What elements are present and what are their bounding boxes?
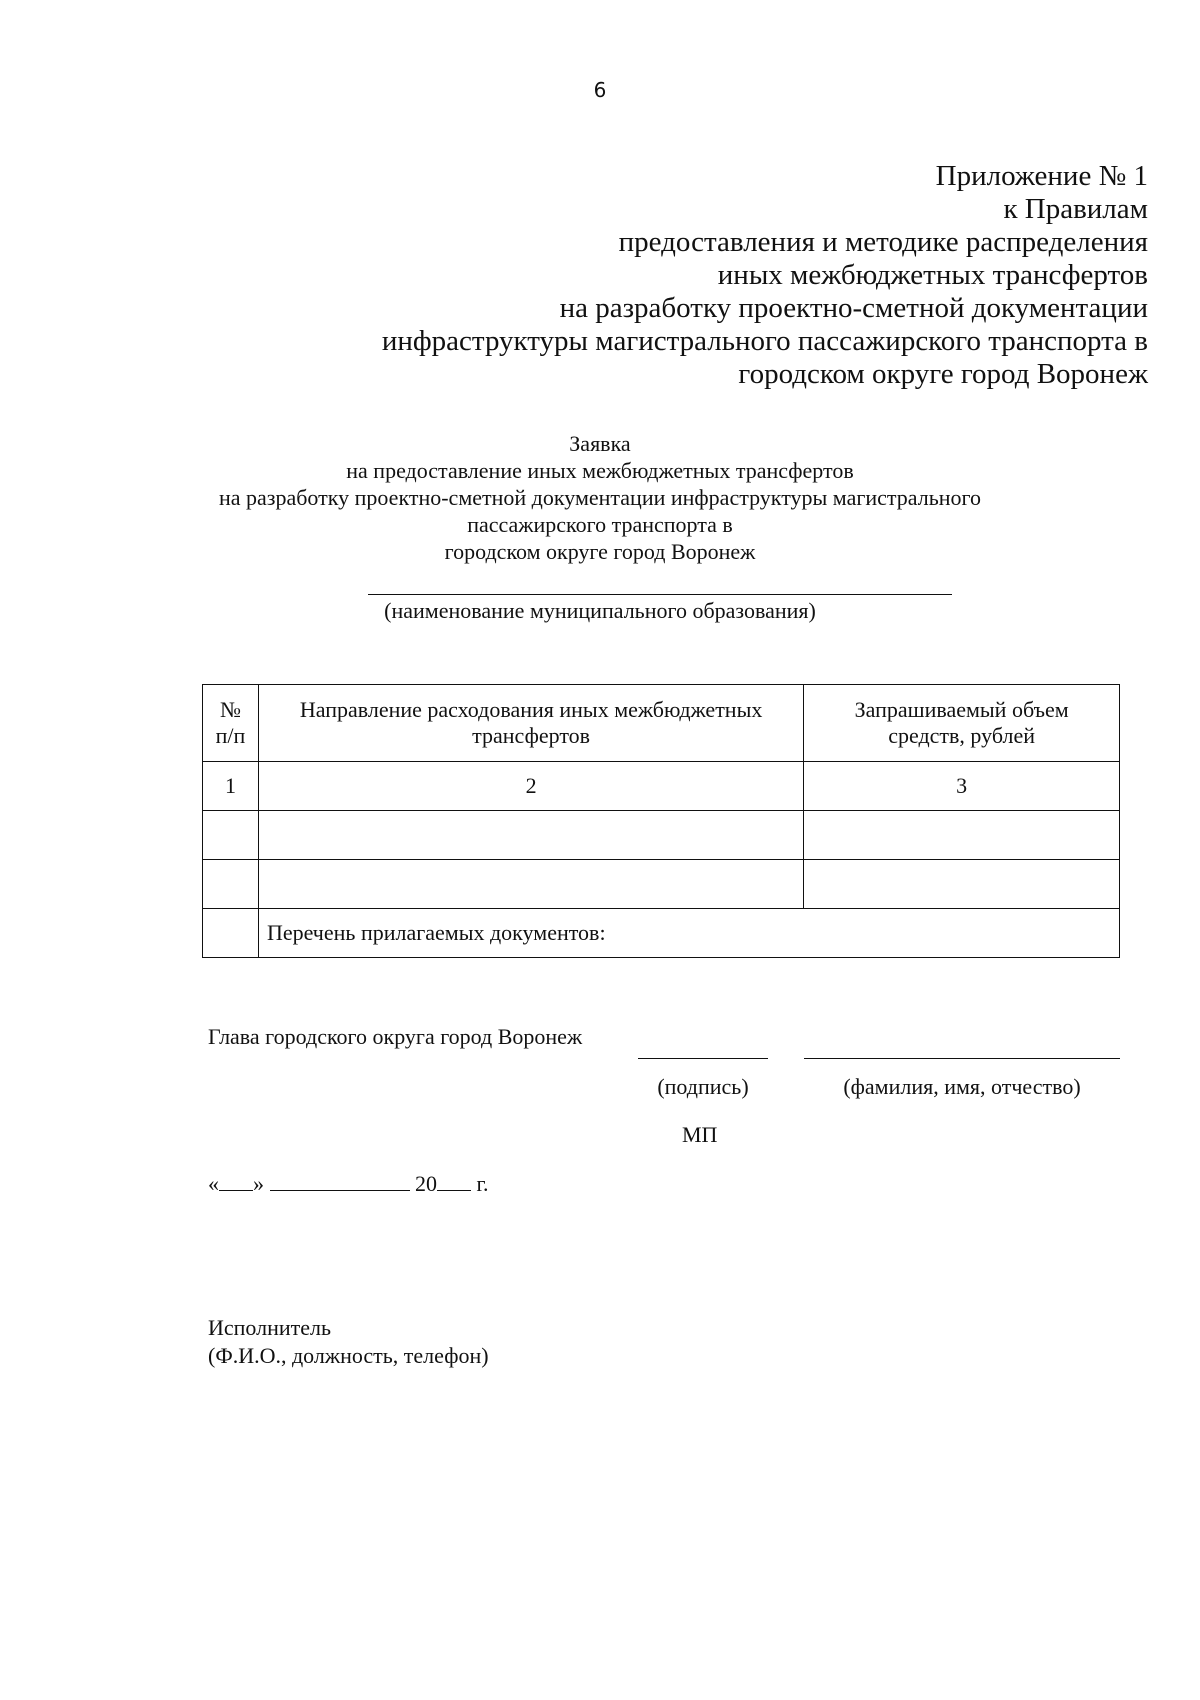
table-cell[interactable]: [804, 811, 1120, 860]
appendix-line: городском округе город Воронеж: [738, 358, 1148, 390]
appendix-line: на разработку проектно-сметной документации: [559, 292, 1148, 324]
page-number: 6: [593, 78, 607, 102]
header-direction-line: трансфертов: [472, 723, 591, 748]
request-title: Заявка: [569, 431, 631, 456]
column-number: 3: [804, 762, 1120, 811]
column-number: 2: [258, 762, 803, 811]
stamp-place: МП: [682, 1122, 718, 1147]
request-line: на предоставление иных межбюджетных трансфертов: [346, 458, 854, 483]
executor-label: Исполнитель: [208, 1315, 332, 1340]
table-cell[interactable]: [258, 811, 803, 860]
header-num: [203, 685, 259, 762]
header-num-line: п/п: [215, 723, 246, 748]
table-cell[interactable]: [203, 909, 259, 958]
appendix-line: Приложение № 1: [935, 160, 1148, 192]
appendix-line: предоставления и методике распределения: [618, 226, 1148, 258]
full-name-caption: (фамилия, имя, отчество): [843, 1074, 1081, 1099]
request-table: [202, 684, 1120, 958]
attached-docs-row: [203, 909, 1120, 958]
month-blank[interactable]: [270, 1170, 410, 1191]
table-cell[interactable]: [258, 860, 803, 909]
head-of-district-label: Глава городского округа город Воронеж: [208, 1024, 583, 1049]
signature-line[interactable]: [638, 1058, 768, 1059]
date-open-quote: «: [208, 1171, 219, 1196]
day-blank[interactable]: [219, 1170, 253, 1191]
appendix-line: иных межбюджетных трансфертов: [717, 259, 1148, 291]
full-name-line[interactable]: [804, 1058, 1120, 1059]
appendix-line: инфраструктуры магистрального пассажирского транспорта в: [381, 325, 1148, 357]
attached-docs-label: Перечень прилагаемых документов:: [258, 909, 1119, 958]
table-row: [203, 811, 1120, 860]
appendix-header: [382, 160, 1148, 391]
year-suffix: г.: [476, 1171, 489, 1196]
executor-block: [208, 1314, 489, 1370]
year-blank[interactable]: [437, 1170, 471, 1191]
table-header-row: [203, 685, 1120, 762]
table-cell[interactable]: [804, 860, 1120, 909]
table-row: [203, 860, 1120, 909]
column-number: 1: [203, 762, 259, 811]
header-direction: [258, 685, 803, 762]
date-close-quote: »: [253, 1171, 264, 1196]
table-numbering-row: [203, 762, 1120, 811]
signature-caption: (подпись): [657, 1074, 749, 1099]
year-prefix: 20: [415, 1171, 437, 1196]
appendix-line: к Правилам: [1003, 193, 1148, 225]
header-direction-line: Направление расходования иных межбюджетных: [299, 697, 763, 722]
date-line: [208, 1170, 489, 1197]
request-line: на разработку проектно-сметной документации инфраструктуры магистрального: [218, 485, 982, 510]
municipality-caption: (наименование муниципального образования): [384, 598, 816, 623]
request-line: пассажирского транспорта в: [467, 512, 733, 537]
header-amount-line: Запрашиваемый объем: [854, 697, 1069, 722]
header-num-line: №: [219, 697, 241, 722]
table-cell[interactable]: [203, 811, 259, 860]
header-amount: [804, 685, 1120, 762]
table-cell[interactable]: [203, 860, 259, 909]
request-line: городском округе город Воронеж: [444, 539, 756, 564]
municipality-blank-line: [368, 594, 952, 595]
request-heading: [0, 430, 1200, 565]
executor-details: (Ф.И.О., должность, телефон): [208, 1343, 489, 1368]
header-amount-line: средств, рублей: [888, 723, 1036, 748]
